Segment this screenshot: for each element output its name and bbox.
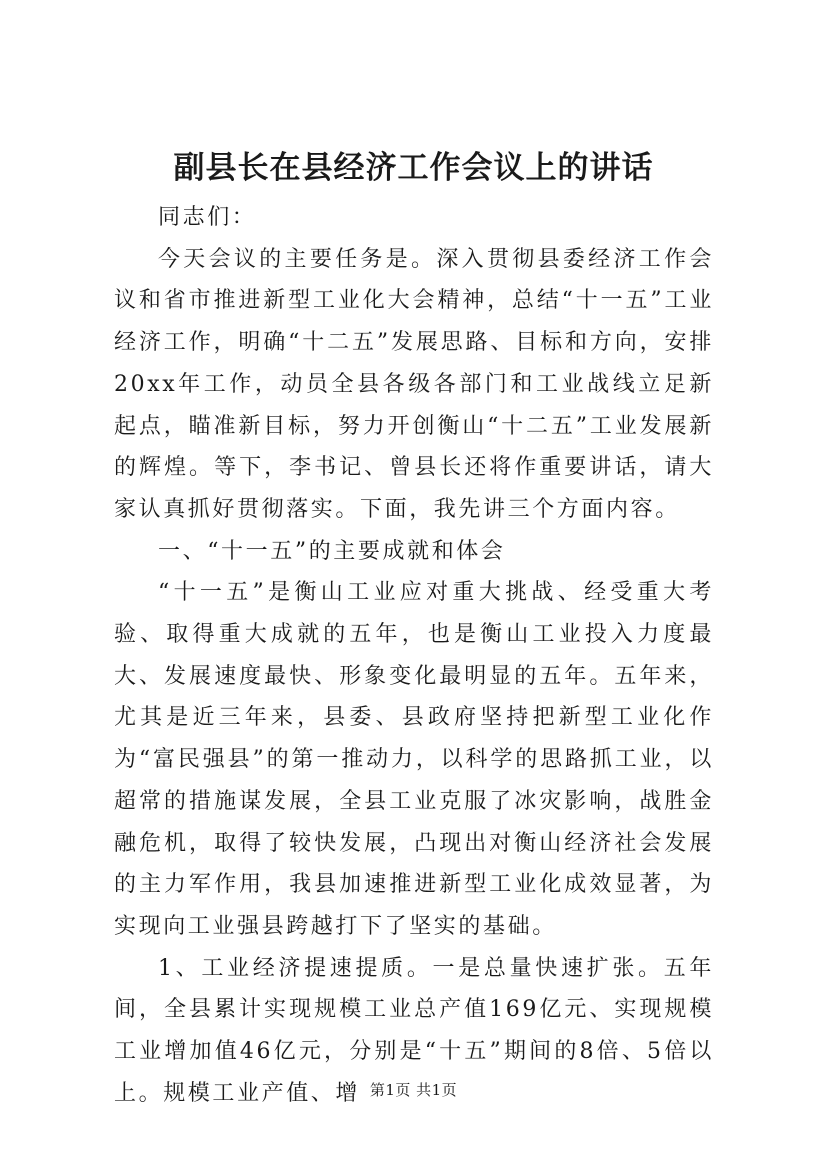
document-body [114,197,714,1114]
paragraph-item-1: 1、工业经济提速提质。一是总量快速扩张。五年间，全县累计实现规模工业总产值169亿元、实现规模工业增加值46亿元，分别是“十五”期间的8倍、5倍以上。规模工业产值、增 [114,955,714,1106]
document-title: 副县长在县经济工作会议上的讲话 [173,150,654,186]
paragraph-intro: 今天会议的主要任务是。深入贯彻县委经济工作会议和省市推进新型工业化大会精神，总结“十一五”工业经济工作，明确“十二五”发展思路、目标和方向，安排20xx年工作，动员全县各级各部门和工业战线立足新起点，瞄准新目标，努力开创衡山“十二五”工业发展新的辉煌。等下，李书记、曾县长还将作重要讲话，请大家认真抓好贯彻落实。下面，我先讲三个方面内容。 [114,246,714,522]
section-heading-1: 一、“十一五”的主要成就和体会 [158,538,506,564]
paragraph-salutation: 同志们： [158,205,257,230]
page-number-footer: 第1页 共1页 [369,1081,458,1099]
paragraph-achievements: “十一五”是衡山工业应对重大挑战、经受重大考验、取得重大成就的五年，也是衡山工业投入力度最大、发展速度最快、形象变化最明显的五年。五年来，尤其是近三年来，县委、县政府坚持把新型工业化作为“富民强县”的第一推动力，以科学的思路抓工业，以超常的措施谋发展，全县工业克服了冰灾影响，战胜金融危机，取得了较快发展，凸现出对衡山经济社会发展的主力军作用，我县加速推进新型工业化成效显著，为实现向工业强县跨越打下了坚实的基础。 [114,580,714,939]
